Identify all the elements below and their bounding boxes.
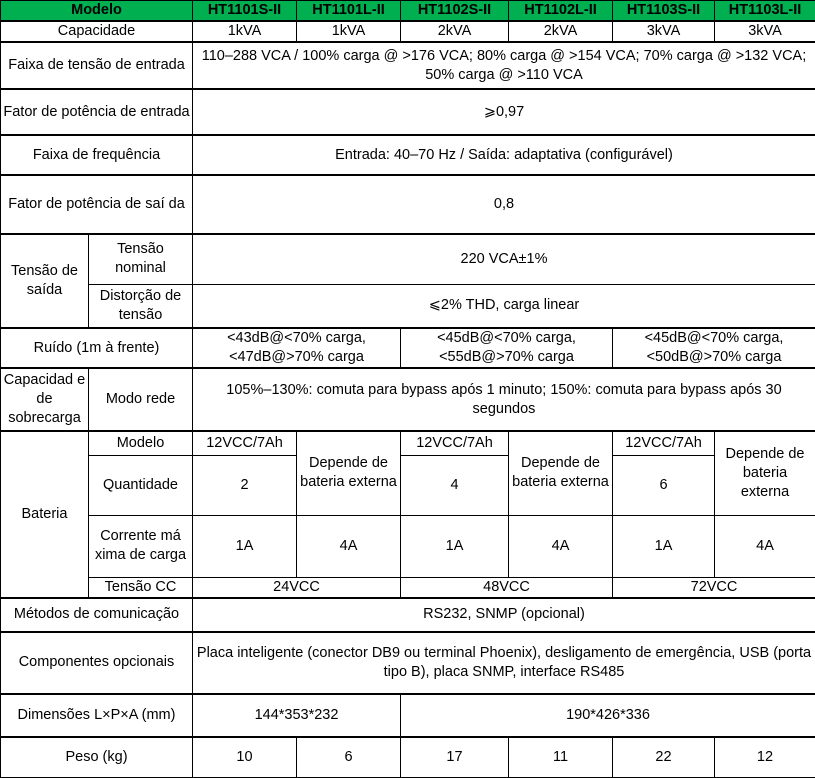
group-label: Bateria [1,431,89,598]
row-label: Fator de potência de saí da [1,175,193,234]
cell: 11 [509,737,613,778]
cell: 6 [613,455,715,515]
cell: 4 [401,455,509,515]
input-pf-row [1,89,815,135]
cell: ⩾0,97 [193,89,815,135]
cell: 22 [613,737,715,778]
model-header: HT1101S-II [193,1,297,22]
group-label: Tensão de saída [1,234,89,328]
cell: Depende de bateria externa [509,431,613,515]
cell: 144*353*232 [193,694,401,737]
group-label: Capacidad e de sobrecarga [1,368,89,431]
row-label: Quantidade [89,455,193,515]
cell: 12 [715,737,815,778]
row-label: Capacidade [1,21,193,42]
cell: Placa inteligente (conector DB9 ou terminal Phoenix), desligamento de emergência, USB (porta tipo B), placa SNMP, interface RS485 [193,632,815,694]
cell: 1A [401,515,509,577]
cell: Depende de bateria externa [715,431,815,515]
cell: ⩽2% THD, carga linear [193,284,815,328]
cell: 220 VCA±1% [193,234,815,284]
model-header: HT1102L-II [509,1,613,22]
cell: 1A [193,515,297,577]
capacity-row [1,21,815,42]
cell: 2 [193,455,297,515]
cell: 12VCC/7Ah [193,431,297,455]
model-header: HT1103S-II [613,1,715,22]
cell: RS232, SNMP (opcional) [193,598,815,632]
header-label: Modelo [1,1,193,22]
cell: 4A [715,515,815,577]
row-label: Modelo [89,431,193,455]
input-voltage-row [1,42,815,89]
frequency-row [1,135,815,175]
model-header: HT1103L-II [715,1,815,22]
row-label: Fator de potência de entrada [1,89,193,135]
cell: Entrada: 40–70 Hz / Saída: adaptativa (configurável) [193,135,815,175]
model-header: HT1102S-II [401,1,509,22]
row-label: Métodos de comunicação [1,598,193,632]
cell: 110–288 VCA / 100% carga @ >176 VCA; 80% carga @ >154 VCA; 70% carga @ >132 VCA; 50% carga @ >110 VCA [193,42,815,89]
row-label: Tensão CC [89,577,193,598]
cell: 17 [401,737,509,778]
output-nominal-row [1,234,815,284]
cell: 3kVA [715,21,815,42]
cell: 1kVA [297,21,401,42]
battery-qty-row [1,455,815,515]
cell: 12VCC/7Ah [401,431,509,455]
cell: 1kVA [193,21,297,42]
weight-row [1,737,815,778]
cell: 3kVA [613,21,715,42]
cell: 190*426*336 [401,694,815,737]
cell: <43dB@<70% carga, <47dB@>70% carga [193,328,401,368]
row-label: Modo rede [89,368,193,431]
cell: 2kVA [509,21,613,42]
dimensions-row [1,694,815,737]
battery-model-row [1,431,815,455]
cell: 24VCC [193,577,401,598]
cell: 105%–130%: comuta para bypass após 1 minuto; 150%: comuta para bypass após 30 segundos [193,368,815,431]
cell: 4A [509,515,613,577]
row-label: Tensão nominal [89,234,193,284]
battery-dc-row [1,577,815,598]
cell: 10 [193,737,297,778]
cell: 72VCC [613,577,815,598]
model-header: HT1101L-II [297,1,401,22]
row-label: Dimensões L×P×A (mm) [1,694,193,737]
row-label: Faixa de tensão de entrada [1,42,193,89]
row-label: Distorção de tensão [89,284,193,328]
output-distortion-row [1,284,815,328]
output-pf-row [1,175,815,234]
cell: 1A [613,515,715,577]
noise-row [1,328,815,368]
battery-current-row [1,515,815,577]
cell: <45dB@<70% carga, <50dB@>70% carga [613,328,815,368]
communication-row [1,598,815,632]
row-label: Corrente má xima de carga [89,515,193,577]
cell: 12VCC/7Ah [613,431,715,455]
cell: Depende de bateria externa [297,431,401,515]
cell: 0,8 [193,175,815,234]
options-row [1,632,815,694]
cell: 2kVA [401,21,509,42]
cell: 48VCC [401,577,613,598]
overload-row [1,368,815,431]
row-label: Peso (kg) [1,737,193,778]
row-label: Ruído (1m à frente) [1,328,193,368]
header-row [1,1,815,22]
cell: <45dB@<70% carga, <55dB@>70% carga [401,328,613,368]
row-label: Faixa de frequência [1,135,193,175]
cell: 4A [297,515,401,577]
cell: 6 [297,737,401,778]
row-label: Componentes opcionais [1,632,193,694]
